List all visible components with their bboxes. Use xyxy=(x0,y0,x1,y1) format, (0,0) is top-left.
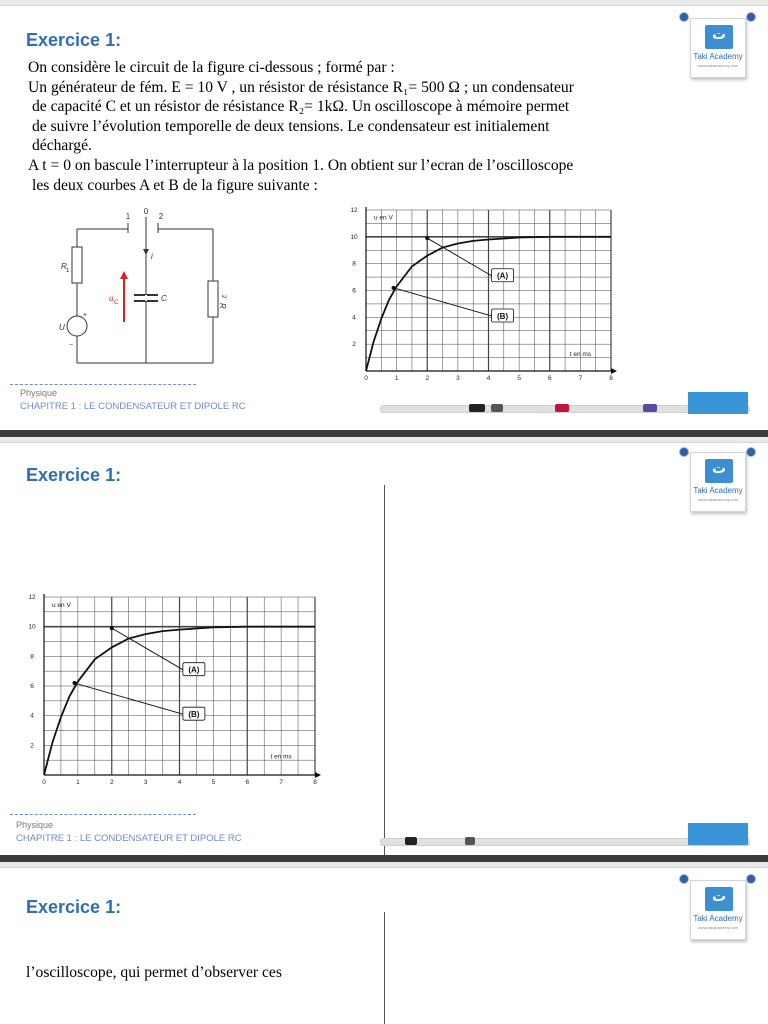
y-axis-label: u en V xyxy=(52,601,71,609)
statement-line: de suivre l’évolution temporelle de deux tensions. Le condensateur est initialement xyxy=(32,117,550,135)
y-tick-label: 4 xyxy=(30,712,34,720)
switch-label-0: 0 xyxy=(143,207,149,216)
x-tick-label: 6 xyxy=(547,375,552,382)
rc-circuit-diagram xyxy=(55,205,235,375)
r1-label: R xyxy=(61,262,67,271)
x-axis-label: t en ms xyxy=(569,351,592,359)
pin-icon xyxy=(680,448,688,456)
annotation-point xyxy=(392,286,396,290)
exercise-title: Exercice 1: xyxy=(26,897,122,917)
taki-academy-logo xyxy=(690,18,746,78)
uc-label: u xyxy=(109,294,114,303)
chapter-label: CHAPITRE 1 : LE CONDENSATEUR ET DIPOLE RC xyxy=(16,833,242,844)
logo-mark: ت xyxy=(705,887,733,911)
logo-url: www.takiacademy.com xyxy=(697,925,739,930)
footer-divider xyxy=(10,384,196,385)
annotation-point xyxy=(72,681,76,685)
x-tick-label: 8 xyxy=(313,779,317,786)
x-axis-label: t en ms xyxy=(270,753,292,761)
x-tick-label: 5 xyxy=(211,779,216,786)
x-tick-label: 1 xyxy=(76,779,80,786)
y-tick-label: 12 xyxy=(350,207,358,214)
u-label: U xyxy=(59,323,65,332)
x-tick-label: 4 xyxy=(486,375,491,382)
x-tick-label: 0 xyxy=(42,779,46,786)
pin-icon xyxy=(747,875,755,883)
oscilloscope-chart xyxy=(18,592,348,792)
logo-name: Taki Academy xyxy=(693,52,743,61)
pin-icon xyxy=(680,13,688,21)
statement-line: Un générateur de fém. E = 10 V , un résistor de résistance R₁= 500 Ω ; un condensateur xyxy=(28,78,574,96)
switch-label-1: 1 xyxy=(125,212,131,221)
black-marker xyxy=(469,404,485,412)
c-label: C xyxy=(161,294,167,303)
x-tick-label: 3 xyxy=(456,375,460,382)
x-tick-label: 0 xyxy=(364,375,368,382)
y-tick-label: 12 xyxy=(28,594,36,601)
current-label: i xyxy=(151,252,153,261)
r1-label-sub: 1 xyxy=(66,268,70,274)
gray-marker xyxy=(465,837,475,845)
y-tick-label: 2 xyxy=(30,742,34,750)
divider-line xyxy=(384,485,385,855)
slide-1 xyxy=(0,0,768,430)
logo-name: Taki Academy xyxy=(693,914,743,923)
red-marker xyxy=(555,404,569,412)
pin-icon xyxy=(747,13,755,21)
y-tick-label: 8 xyxy=(30,653,34,661)
r2-label: R xyxy=(218,303,227,309)
y-tick-label: 10 xyxy=(350,233,358,241)
logo-name: Taki Academy xyxy=(693,486,743,495)
y-tick-label: 6 xyxy=(30,683,34,690)
exercise-title: Exercice 1: xyxy=(26,30,122,50)
exercise-statement xyxy=(28,58,683,195)
annotation-label: (B) xyxy=(497,311,509,321)
oscilloscope-chart xyxy=(340,205,645,385)
svg-text:+: + xyxy=(83,312,88,319)
annotation-point xyxy=(425,236,429,240)
slide-3 xyxy=(0,862,768,1024)
purple-marker xyxy=(643,404,657,412)
eraser xyxy=(688,392,748,414)
logo-url: www.takiacademy.com xyxy=(697,63,739,68)
statement-line: les deux courbes A et B de la figure suivante : xyxy=(32,176,318,194)
statement-line: On considère le circuit de la figure ci-dessous ; formé par : xyxy=(28,59,395,76)
x-tick-label: 2 xyxy=(109,779,114,786)
taki-academy-logo xyxy=(690,880,746,940)
x-tick-label: 1 xyxy=(394,375,399,382)
x-axis-arrow xyxy=(611,368,617,374)
x-tick-label: 3 xyxy=(143,779,148,786)
annotation-label: (B) xyxy=(188,710,200,720)
exercise-text: l’oscilloscope, qui permet d’observer ces xyxy=(26,964,282,981)
y-tick-label: 8 xyxy=(352,260,356,268)
y-tick-label: 4 xyxy=(352,314,356,322)
pin-icon xyxy=(747,448,755,456)
y-tick-label: 6 xyxy=(352,287,356,295)
slide-frame xyxy=(0,437,768,443)
logo-mark: ت xyxy=(705,25,733,49)
x-tick-label: 7 xyxy=(279,779,283,786)
x-tick-label: 5 xyxy=(517,375,521,382)
annotation-point xyxy=(110,626,114,630)
x-tick-label: 8 xyxy=(609,375,613,382)
x-axis-arrow xyxy=(315,772,321,778)
taki-academy-logo xyxy=(690,452,746,512)
statement-line: de capacité C et un résistor de résistance R₂= 1kΩ. Un oscilloscope à mémoire permet xyxy=(32,98,570,116)
pin-icon xyxy=(680,875,688,883)
slide-2 xyxy=(0,437,768,855)
slide-frame xyxy=(0,0,768,6)
slide-frame xyxy=(0,862,768,868)
x-tick-label: 6 xyxy=(245,779,250,786)
uc-label-sub: C xyxy=(114,300,119,306)
x-tick-label: 2 xyxy=(425,375,430,382)
statement-line: déchargé. xyxy=(32,137,92,155)
x-tick-label: 4 xyxy=(177,779,182,786)
y-axis-label: u en V xyxy=(374,214,393,222)
svg-text:−: − xyxy=(69,342,74,349)
gray-marker xyxy=(491,404,503,412)
annotation-label: (A) xyxy=(497,271,509,281)
y-tick-label: 10 xyxy=(28,623,36,631)
divider-line xyxy=(384,912,385,1024)
x-tick-label: 7 xyxy=(578,375,583,382)
chapter-label: CHAPITRE 1 : LE CONDENSATEUR ET DIPOLE RC xyxy=(20,401,246,412)
logo-mark: ت xyxy=(705,459,733,483)
exercise-title: Exercice 1: xyxy=(26,465,122,485)
subject-label: Physique xyxy=(20,388,58,398)
y-tick-label: 2 xyxy=(352,341,356,349)
eraser xyxy=(688,823,748,845)
black-marker xyxy=(405,837,417,845)
footer-divider xyxy=(10,814,196,815)
switch-label-2: 2 xyxy=(158,212,164,221)
subject-label: Physique xyxy=(16,820,54,830)
statement-line: A t = 0 on bascule l’interrupteur à la position 1. On obtient sur l’ecran de l’oscilloscope xyxy=(28,156,574,174)
logo-url: www.takiacademy.com xyxy=(697,497,739,502)
r2-label-sub: 2 xyxy=(220,295,226,299)
annotation-label: (A) xyxy=(188,665,200,675)
